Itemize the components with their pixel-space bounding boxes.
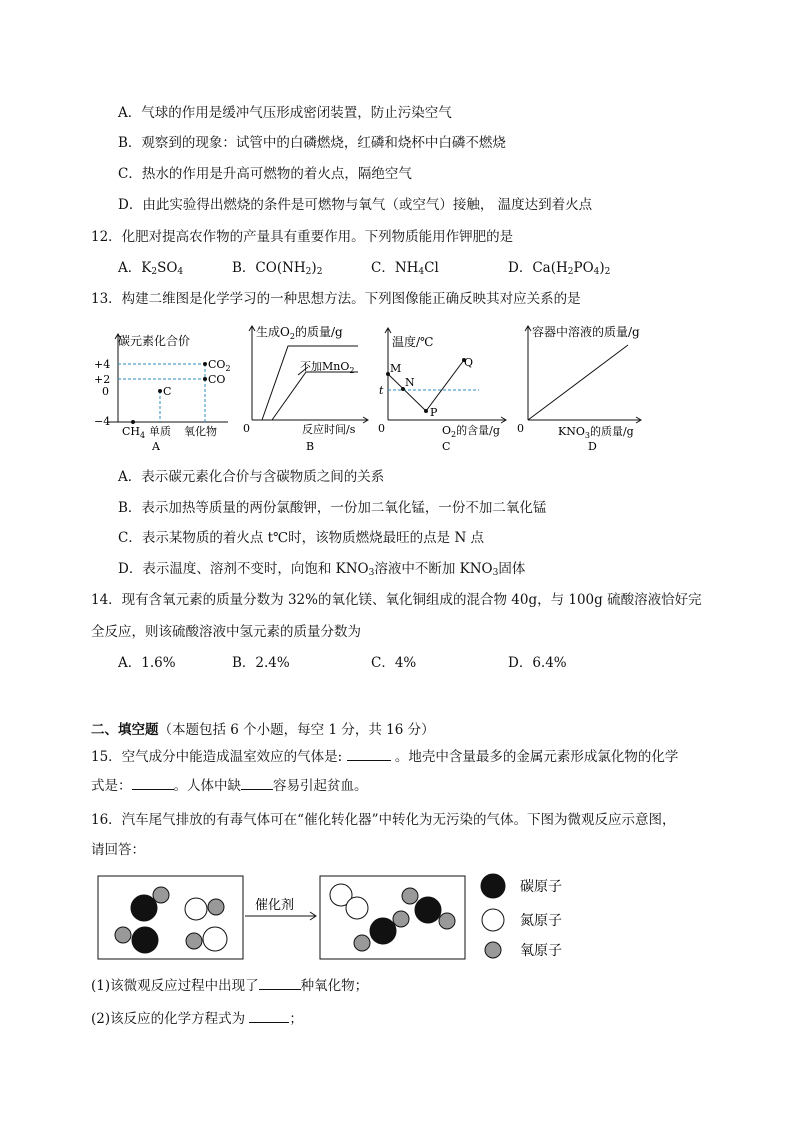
chart-a-point-c [158, 389, 162, 393]
chart-b-origin: 0 [243, 422, 250, 435]
chart-d-ylabel: 容器中溶液的质量/g [532, 325, 640, 339]
chart-a-point-co2 [203, 362, 207, 366]
q13-option-a: A．表示碳元素化合价与含碳物质之间的关系 [118, 469, 385, 485]
chart-c-xlabel: $O_2$的含量/g [442, 424, 500, 439]
chart-a-caption: A [152, 440, 160, 453]
chart-b-line-without-mno2 [272, 372, 358, 420]
q14-option-c: C．4% [371, 655, 417, 671]
section-2-heading: 二、填空题（本题包括 6 个小题，每空 1 分，共 16 分） [91, 722, 435, 738]
chart-c-origin: 0 [378, 422, 385, 435]
chart-d-line [528, 345, 628, 420]
q11-option-a: A．气球的作用是缓冲气压形成密闭装置，防止污染空气 [118, 105, 452, 121]
chart-a-point-ch4 [131, 420, 135, 424]
chart-b-ylabel: 生成$O_2$的质量/g [256, 325, 343, 341]
chart-c-t-label: t [379, 384, 384, 397]
chart-b-line-with-mno2 [262, 346, 358, 420]
q15-blank-3 [241, 777, 273, 790]
chart-a-xtick-element: 单质 [149, 425, 171, 438]
legend-nitrogen-label: 氮原子 [520, 913, 562, 929]
chart-a-xtick-ch4: $CH_4$ [122, 425, 146, 440]
q13-option-b: B．表示加热等质量的两份氯酸钾，一份加二氧化锰，一份不加二氧化锰 [118, 500, 547, 516]
q11-option-c: C．热水的作用是升高可燃物的着火点，隔绝空气 [118, 166, 412, 182]
legend-oxygen-icon [485, 942, 501, 958]
chart-a-label-co2: $CO_2$ [208, 358, 231, 373]
q15-line2: 式是： 。人体中缺 容易引起贫血。 [91, 778, 368, 794]
q12-option-a: A．$K_2SO_4$ [118, 260, 184, 277]
q14-option-d: D．6.4% [508, 655, 567, 671]
legend-nitrogen-icon [482, 909, 504, 931]
q11-option-b: B．观察到的现象：试管中的白磷燃烧，红磷和烧杯中白磷不燃烧 [118, 135, 506, 151]
chart-b-caption: B [306, 440, 315, 453]
chart-b-xlabel: 反应时间/s [302, 423, 356, 436]
legend-oxygen-label: 氧原子 [520, 943, 562, 959]
q16-blank-1 [259, 977, 301, 990]
chart-a-ytick: −4 [94, 415, 111, 428]
chart-d-caption: D [588, 440, 597, 453]
q16-blank-2 [249, 1010, 289, 1023]
nitrogen-atom [203, 927, 227, 951]
oxygen-atom [402, 888, 418, 904]
nitrogen-atom [346, 897, 368, 919]
q14-option-b: B．2.4% [232, 655, 290, 671]
q16-sub2: (2)该反应的化学方程式为 ； [91, 1011, 303, 1027]
q14-line2: 全反应，则该硫酸溶液中氢元素的质量分数为 [91, 624, 361, 640]
chart-c-point-p [424, 409, 428, 413]
oxygen-atom [354, 935, 370, 951]
chart-a [88, 320, 238, 455]
q12-stem: 12．化肥对提高农作物的产量具有重要作用。下列物质能用作钾肥的是 [91, 229, 514, 245]
q13-stem: 13．构建二维图是化学学习的一种思想方法。下列图像能正确反映其对应关系的是 [91, 291, 581, 307]
q15-line1: 15．空气成分中能造成温室效应的气体是: 。地壳中含量最多的金属元素形成氯化物的化学 [91, 749, 679, 765]
chart-d-origin: 0 [517, 422, 524, 435]
chart-d-xlabel: $KNO_3$的质量/g [558, 425, 634, 440]
chart-c-label-p: P [430, 406, 438, 419]
nitrogen-atom [185, 898, 207, 920]
legend-carbon-label: 碳原子 [520, 879, 562, 895]
oxygen-atom [115, 927, 131, 943]
q12-option-c: C．$NH_4Cl$ [371, 260, 439, 277]
carbon-atom [131, 895, 157, 921]
chart-c-label-n: N [405, 376, 415, 389]
chart-a-ytick: +2 [94, 373, 111, 386]
chart-c-caption: C [442, 440, 451, 453]
catalyst-label: 催化剂 [255, 898, 295, 913]
q14-line1: 14．现有含氧元素的质量分数为 32%的氧化镁、氧化铜组成的混合物 40g，与 100g 硫酸溶液恰好完 [91, 592, 702, 608]
chart-c-ylabel: 温度/℃ [392, 335, 434, 349]
legend-carbon-icon [481, 874, 505, 898]
chart-a-ylabel: 碳元素化合价 [118, 334, 191, 348]
chart-a-label-co: CO [208, 373, 226, 386]
oxygen-atom [439, 913, 455, 929]
q13-option-d: D．表示温度、溶剂不变时，向饱和 $KNO_3$溶液中不断加 $KNO_3$固体 [118, 561, 526, 578]
carbon-atom [415, 897, 441, 923]
carbon-atom [132, 927, 158, 953]
q16-line1: 16．汽车尾气排放的有毒气体可在“催化转化器”中转化为无污染的气体。下图为微观反应示意图， [91, 812, 676, 828]
chart-a-ytick: +4 [94, 358, 111, 371]
q12-option-d: D．$Ca(H_2PO_4)_2$ [508, 260, 611, 277]
chart-a-ytick: 0 [102, 385, 109, 398]
oxygen-atom [153, 887, 169, 903]
chart-a-label-c: C [163, 385, 172, 398]
oxygen-atom [186, 933, 202, 949]
chart-b [240, 320, 375, 455]
q12-option-b: B．$CO(NH_2)_2$ [232, 260, 323, 277]
q15-blank-2 [132, 777, 174, 790]
oxygen-atom [393, 911, 409, 927]
chart-a-point-co [203, 377, 207, 381]
chart-c-label-m: M [390, 362, 402, 375]
q14-option-a: A．1.6% [118, 655, 176, 671]
oxygen-atom [208, 899, 224, 915]
chart-a-xtick-oxide: 氧化物 [184, 425, 217, 438]
carbon-atom [370, 918, 396, 944]
q11-option-d: D．由此实验得出燃烧的条件是可燃物与氧气（或空气）接触， 温度达到着火点 [118, 197, 593, 213]
q16-sub1: (1)该微观反应过程中出现了 种氧化物； [91, 978, 369, 994]
q13-option-c: C．表示某物质的着火点 t℃时，该物质燃烧最旺的点是 N 点 [118, 530, 485, 546]
chart-c [374, 320, 514, 455]
chart-b-note: 不加MnO$_2$ [300, 360, 355, 375]
q16-line2: 请回答： [91, 842, 145, 858]
q16-reaction-diagram [90, 868, 590, 968]
q15-blank-1 [347, 748, 391, 761]
chart-c-label-q: Q [464, 356, 474, 369]
chart-d [516, 320, 666, 455]
